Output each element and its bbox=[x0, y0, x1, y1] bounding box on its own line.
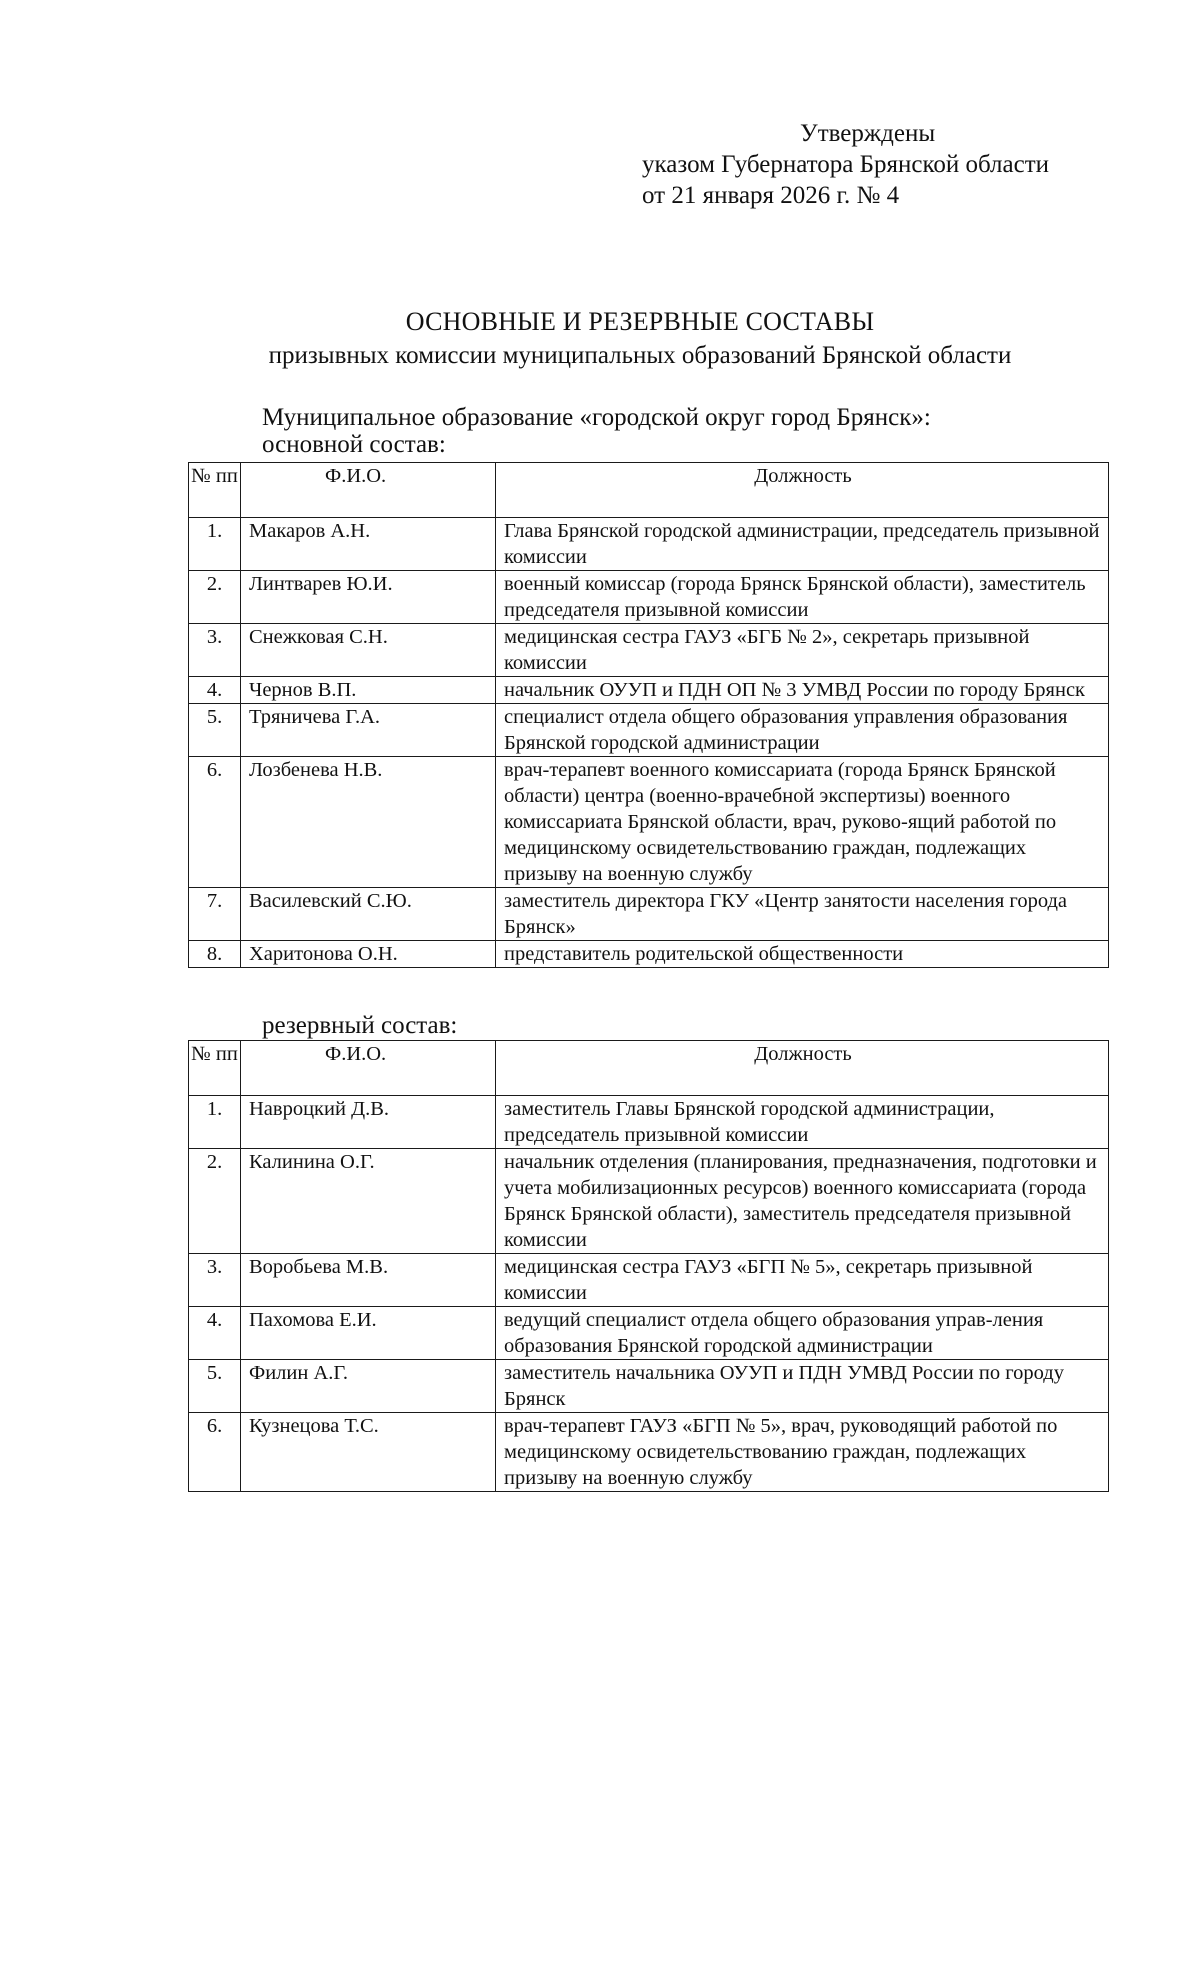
member-name: Филин А.Г. bbox=[241, 1360, 496, 1413]
row-number: 1. bbox=[189, 1096, 241, 1149]
municipality-heading: Муниципальное образование «городской округ город Брянск»: bbox=[262, 404, 931, 431]
member-name: Лозбенева Н.В. bbox=[241, 757, 496, 888]
member-position: ведущий специалист отдела общего образования управ-ления образования Брянской городской администрации bbox=[496, 1307, 1109, 1360]
table-row bbox=[189, 1360, 1109, 1413]
member-position: начальник ОУУП и ПДН ОП № 3 УМВД России по городу Брянск bbox=[496, 677, 1109, 704]
column-header-name: Ф.И.О. bbox=[241, 1041, 496, 1096]
column-header-position: Должность bbox=[496, 1041, 1109, 1096]
table-row bbox=[189, 1307, 1109, 1360]
member-name: Харитонова О.Н. bbox=[241, 941, 496, 968]
column-header-name: Ф.И.О. bbox=[241, 463, 496, 518]
reserve-composition-table bbox=[188, 1040, 1109, 1492]
member-name: Кузнецова Т.С. bbox=[241, 1413, 496, 1492]
table-row bbox=[189, 1149, 1109, 1254]
member-position: заместитель директора ГКУ «Центр занятости населения города Брянск» bbox=[496, 888, 1109, 941]
member-name: Воробьева М.В. bbox=[241, 1254, 496, 1307]
table-row bbox=[189, 1254, 1109, 1307]
row-number: 3. bbox=[189, 1254, 241, 1307]
member-position: военный комиссар (города Брянск Брянской области), заместитель председателя призывной комиссии bbox=[496, 571, 1109, 624]
member-position: представитель родительской общественности bbox=[496, 941, 1109, 968]
member-name: Пахомова Е.И. bbox=[241, 1307, 496, 1360]
member-name: Макаров А.Н. bbox=[241, 518, 496, 571]
row-number: 4. bbox=[189, 1307, 241, 1360]
table-row bbox=[189, 888, 1109, 941]
document-subtitle: призывных комиссии муниципальных образований Брянской области bbox=[268, 342, 1012, 369]
row-number: 4. bbox=[189, 677, 241, 704]
table-row bbox=[189, 677, 1109, 704]
row-number: 5. bbox=[189, 1360, 241, 1413]
approval-stamp bbox=[642, 118, 1049, 211]
member-name: Чернов В.П. bbox=[241, 677, 496, 704]
table-header-row bbox=[189, 463, 1109, 518]
approval-line-date: от 21 января 2026 г. № 4 bbox=[642, 182, 900, 209]
table-row bbox=[189, 518, 1109, 571]
row-number: 6. bbox=[189, 1413, 241, 1492]
row-number: 6. bbox=[189, 757, 241, 888]
member-name: Тряничева Г.А. bbox=[241, 704, 496, 757]
column-header-number: № пп bbox=[189, 463, 241, 518]
member-position: заместитель Главы Брянской городской администрации, председатель призывной комиссии bbox=[496, 1096, 1109, 1149]
row-number: 3. bbox=[189, 624, 241, 677]
table-row bbox=[189, 571, 1109, 624]
main-composition-table bbox=[188, 462, 1109, 968]
member-position: врач-терапевт ГАУЗ «БГП № 5», врач, руководящий работой по медицинскому освидетельствованию граждан, подлежащих призыву на военную службу bbox=[496, 1413, 1109, 1492]
main-composition-rows bbox=[189, 518, 1109, 968]
row-number: 1. bbox=[189, 518, 241, 571]
row-number: 8. bbox=[189, 941, 241, 968]
table-row bbox=[189, 1096, 1109, 1149]
main-composition-label: основной состав: bbox=[262, 431, 446, 458]
member-name: Калинина О.Г. bbox=[241, 1149, 496, 1254]
approval-line-approved: Утверждены bbox=[800, 120, 936, 147]
row-number: 2. bbox=[189, 1149, 241, 1254]
approval-line-decree: указом Губернатора Брянской области bbox=[642, 151, 1050, 178]
member-name: Навроцкий Д.В. bbox=[241, 1096, 496, 1149]
column-header-position: Должность bbox=[496, 463, 1109, 518]
member-name: Снежковая С.Н. bbox=[241, 624, 496, 677]
member-position: медицинская сестра ГАУЗ «БГБ № 2», секретарь призывной комиссии bbox=[496, 624, 1109, 677]
table-header-row bbox=[189, 1041, 1109, 1096]
document-title: ОСНОВНЫЕ И РЕЗЕРВНЫЕ СОСТАВЫ bbox=[405, 307, 875, 336]
reserve-composition-label: резервный состав: bbox=[262, 1012, 458, 1039]
column-header-number: № пп bbox=[189, 1041, 241, 1096]
member-name: Линтварев Ю.И. bbox=[241, 571, 496, 624]
member-position: медицинская сестра ГАУЗ «БГП № 5», секретарь призывной комиссии bbox=[496, 1254, 1109, 1307]
row-number: 7. bbox=[189, 888, 241, 941]
member-position: заместитель начальника ОУУП и ПДН УМВД России по городу Брянск bbox=[496, 1360, 1109, 1413]
table-row bbox=[189, 704, 1109, 757]
table-row bbox=[189, 624, 1109, 677]
member-position: начальник отделения (планирования, предназначения, подготовки и учета мобилизационных ресурсов) военного комиссариата (города Брянск Брянской области), заместитель председателя призывной комиссии bbox=[496, 1149, 1109, 1254]
member-position: врач-терапевт военного комиссариата (города Брянск Брянской области) центра (военно-врачебной экспертизы) военного комиссариата Брянской области, врач, руково-ящий работой по медицинскому освидетельствованию граждан, подлежащих призыву на военную службу bbox=[496, 757, 1109, 888]
table-row bbox=[189, 941, 1109, 968]
table-row bbox=[189, 1413, 1109, 1492]
member-position: специалист отдела общего образования управления образования Брянской городской администрации bbox=[496, 704, 1109, 757]
member-position: Глава Брянской городской администрации, председатель призывной комиссии bbox=[496, 518, 1109, 571]
row-number: 2. bbox=[189, 571, 241, 624]
member-name: Василевский С.Ю. bbox=[241, 888, 496, 941]
row-number: 5. bbox=[189, 704, 241, 757]
reserve-composition-rows bbox=[189, 1096, 1109, 1492]
table-row bbox=[189, 757, 1109, 888]
